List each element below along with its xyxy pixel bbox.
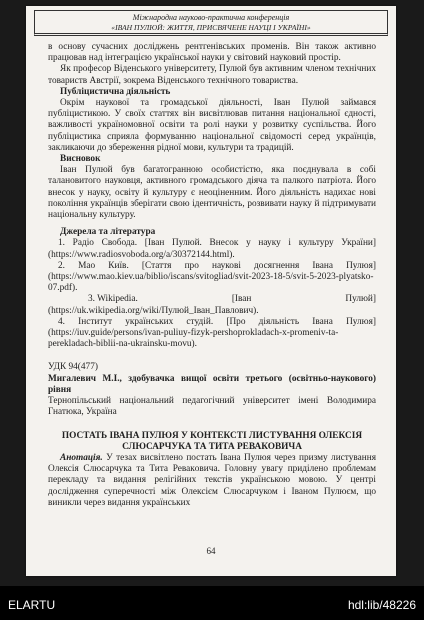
abstract: [48, 453, 376, 509]
paragraph: Іван Пулюй був багатогранною особистістю, яка поєднувала в собі талановитого науковця, активного громадського діяча та палкого патріота. Його внесок у науку, освіту й культуру є неоціненним. Його діяльність надихає нові покоління українців зберігати свою ідентичність, розвивати науку й підтримувати національну культуру.: [48, 165, 376, 221]
header-line1: Міжнародна науково-практична конференція: [132, 13, 290, 22]
section-title: Публіцистична діяльність: [60, 86, 171, 97]
header-line2: «ІВАН ПУЛЮЙ: ЖИТТЯ, ПРИСВЯЧЕНЕ НАУЦІ І УКРАЇНІ»: [111, 23, 311, 32]
udc-code: УДК 94(477): [48, 362, 98, 373]
reference-item: 2. Мао Київ. [Стаття про наукові досягнення Івана Пулюя] (https://www.mao.kiev.ua/biblio/iscans/svitogliad/svit-2023-18-5/svit-5-2023-plyatsko-07.pdf).: [48, 260, 376, 294]
page-number: 64: [206, 546, 216, 556]
repository-label: ELARTU: [8, 598, 56, 612]
handle-label: hdl:lib/48226: [347, 598, 416, 612]
reference-part: 3. Wikipedia.: [88, 294, 138, 305]
reference-link: (https://uk.wikipedia.org/wiki/Пулюй_Іван_Павлович).: [48, 305, 259, 316]
document-page: [26, 6, 396, 576]
article-title: ПОСТАТЬ ІВАНА ПУЛЮЯ У КОНТЕКСТІ ЛИСТУВАННЯ ОЛЕКСІЯ СЛЮСАРЧУКА ТА ТИТА РЕВАКОВИЧА: [61, 430, 363, 452]
section-title: Висновок: [60, 154, 101, 165]
reference-part: [Іван: [231, 294, 252, 305]
abstract-label: Анотація.: [60, 452, 103, 463]
paragraph: Окрім наукової та громадської діяльності, Іван Пулюй займався публіцистикою. У своїх статтях він висвітлював питання національної єдності, важливості україномовної освіти та ролі науки у розвитку суспільства. Його публіцистика сприяла формуванню національної свідомості серед українців, закликаючи до збереження рідної мови, культури та традицій.: [48, 98, 376, 153]
reference-item: 4. Інститут українських студій. [Про діяльність Івана Пулюя] (https://iuv.guide/persons/ivan-puliuy-fizyk-pershoprokladach-x-promeniv-ta-perekladach-biblii-na-ukrainsku-movu).: [48, 316, 376, 350]
reference-item: 1. Радіо Свобода. [Іван Пулюй. Внесок у науку і культуру України] (https://www.radiosvoboda.org/a/30372144.html).: [48, 238, 376, 260]
paragraph: в основу сучасних досліджень рентгенівських променів. Він також активно працював над інтеграцією української науки у світовий науковий простір.: [48, 42, 376, 64]
author-line: Мигалевич М.І., здобувачка вищої освіти третього (освітньо-наукового) рівня: [48, 373, 376, 395]
conference-header: [34, 10, 388, 36]
abstract-text: У тезах висвітлено постать Івана Пулюя через призму листування Олексія Слюсарчука та Тита Ревакoвича. Головну увагу приділено проблемам перекладу та видання релігійних текстів українською мовою. У центрі дослідження суперечності між Олексієм Слюсарчуком і Іваном Пулюєм, що виникли через видання українських: [48, 452, 376, 508]
reference-item: [48, 294, 376, 316]
affiliation: Тернопільський національний педагогічний університет імені Володимира Гнатюка, Україна: [48, 396, 376, 418]
references-title: Джерела та література: [60, 227, 156, 238]
reference-part: Пулюй]: [345, 294, 376, 305]
paragraph: Як професор Віденського університету, Пулюй був активним членом технічних товариств Австрії, зокрема Віденського технічного товариства.: [48, 64, 376, 86]
viewer-footer: [0, 586, 424, 620]
page-body: [48, 42, 376, 509]
